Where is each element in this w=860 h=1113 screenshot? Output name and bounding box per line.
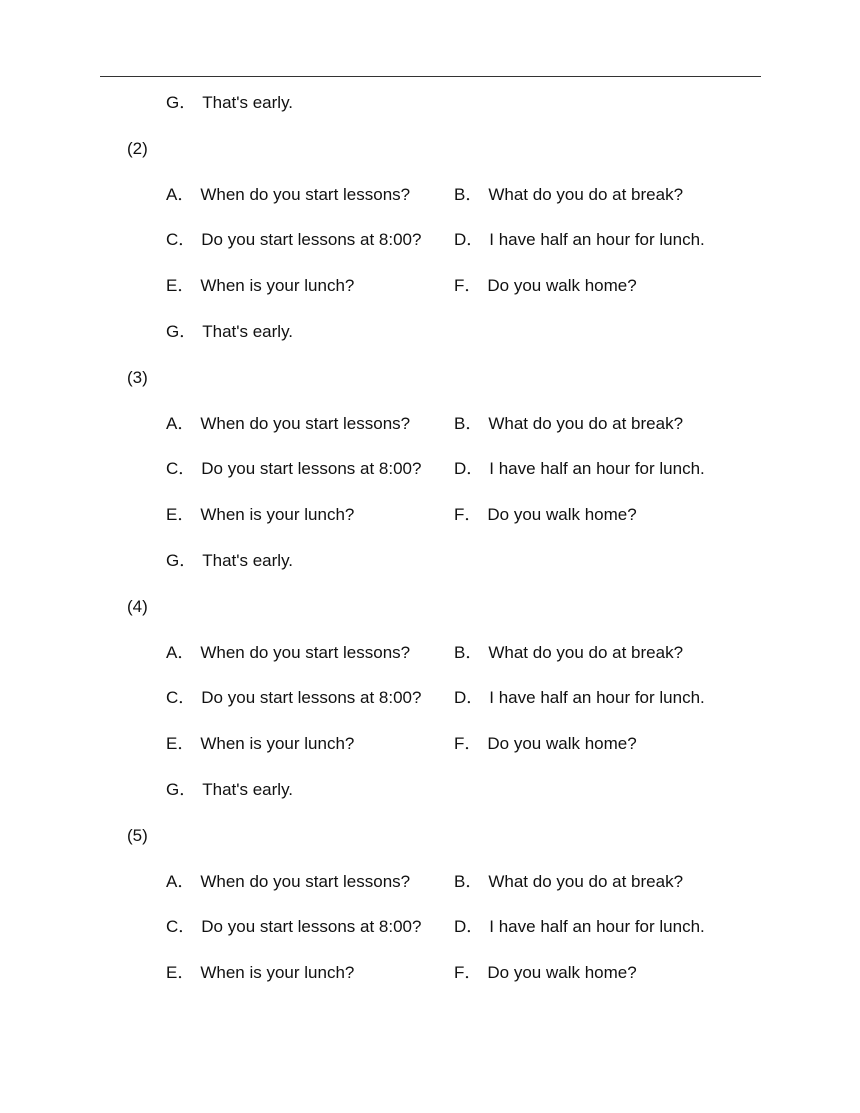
option-a[interactable] — [166, 869, 410, 895]
option-f[interactable] — [454, 960, 637, 986]
option-row — [0, 640, 860, 686]
option-row — [0, 914, 860, 960]
option-c[interactable] — [166, 227, 421, 253]
option-g[interactable] — [166, 319, 293, 345]
option-e[interactable] — [166, 731, 354, 757]
option-letter: F． — [454, 963, 482, 983]
option-letter: B． — [454, 871, 483, 891]
option-text: When do you start lessons? — [200, 184, 411, 204]
option-text: Do you walk home? — [487, 963, 637, 983]
option-row — [0, 319, 860, 365]
option-c[interactable] — [166, 914, 421, 940]
option-b[interactable] — [454, 182, 683, 208]
option-letter: G． — [166, 550, 197, 570]
option-text: Do you walk home? — [487, 734, 637, 754]
option-text: When do you start lessons? — [200, 642, 411, 662]
option-a[interactable] — [166, 182, 410, 208]
option-letter: D． — [454, 917, 484, 937]
option-row — [0, 182, 860, 228]
option-row — [0, 960, 860, 1006]
option-g[interactable] — [166, 777, 293, 803]
option-row — [0, 273, 860, 319]
question-number-row — [0, 365, 860, 411]
question-number: (5) — [127, 825, 148, 845]
option-text: Do you start lessons at 8:00? — [201, 917, 422, 937]
header-rule — [100, 76, 761, 77]
option-f[interactable] — [454, 502, 637, 528]
option-letter: F． — [454, 276, 482, 296]
option-letter: C． — [166, 230, 196, 250]
question-number: (3) — [127, 367, 148, 387]
question-number-row — [0, 136, 860, 182]
option-row — [0, 227, 860, 273]
option-text: That's early. — [202, 93, 294, 112]
option-letter: B． — [454, 184, 483, 204]
option-text: What do you do at break? — [488, 413, 684, 433]
option-text: Do you walk home? — [487, 276, 637, 296]
option-letter: E． — [166, 276, 195, 296]
option-letter: B． — [454, 642, 483, 662]
option-row — [0, 502, 860, 548]
option-letter: C． — [166, 688, 196, 708]
option-text: What do you do at break? — [488, 642, 684, 662]
option-row — [0, 869, 860, 915]
option-row — [0, 90, 860, 136]
option-f[interactable] — [454, 273, 637, 299]
option-f[interactable] — [454, 731, 637, 757]
option-letter: A． — [166, 642, 195, 662]
option-text: I have half an hour for lunch. — [489, 230, 705, 250]
option-text: Do you start lessons at 8:00? — [201, 688, 422, 708]
question-page — [0, 90, 860, 1006]
option-a[interactable] — [166, 640, 410, 666]
option-row — [0, 777, 860, 823]
option-text: That's early. — [202, 779, 294, 799]
option-row — [0, 548, 860, 594]
option-row — [0, 411, 860, 457]
option-letter: G． — [166, 321, 197, 341]
option-letter: G． — [166, 779, 197, 799]
option-letter: E． — [166, 734, 195, 754]
option-e[interactable] — [166, 502, 354, 528]
option-d[interactable] — [454, 914, 705, 940]
option-text: When is your lunch? — [200, 505, 355, 525]
option-text: What do you do at break? — [488, 871, 684, 891]
option-letter: E． — [166, 505, 195, 525]
option-text: When do you start lessons? — [200, 413, 411, 433]
option-text: When do you start lessons? — [200, 871, 411, 891]
question-number-row — [0, 823, 860, 869]
option-text: When is your lunch? — [200, 963, 355, 983]
option-d[interactable] — [454, 685, 705, 711]
option-g[interactable] — [166, 90, 293, 116]
option-e[interactable] — [166, 960, 354, 986]
option-letter: A． — [166, 871, 195, 891]
option-d[interactable] — [454, 227, 705, 253]
option-letter: D． — [454, 459, 484, 479]
option-letter: F． — [454, 505, 482, 525]
option-text: I have half an hour for lunch. — [489, 688, 705, 708]
option-letter: A． — [166, 413, 195, 433]
option-b[interactable] — [454, 640, 683, 666]
option-d[interactable] — [454, 456, 705, 482]
option-letter: E． — [166, 963, 195, 983]
option-text: That's early. — [202, 321, 294, 341]
option-letter: D． — [454, 688, 484, 708]
question-number-row — [0, 594, 860, 640]
option-c[interactable] — [166, 685, 421, 711]
option-letter: B． — [454, 413, 483, 433]
option-g[interactable] — [166, 548, 293, 574]
option-letter: C． — [166, 459, 196, 479]
option-text: I have half an hour for lunch. — [489, 459, 705, 479]
option-letter: D． — [454, 230, 484, 250]
option-row — [0, 456, 860, 502]
option-b[interactable] — [454, 869, 683, 895]
question-number: (2) — [127, 138, 148, 158]
option-row — [0, 685, 860, 731]
question-number: (4) — [127, 596, 148, 616]
option-letter: G． — [166, 93, 197, 112]
option-text: When is your lunch? — [200, 734, 355, 754]
option-letter: F． — [454, 734, 482, 754]
option-letter: A． — [166, 184, 195, 204]
option-e[interactable] — [166, 273, 354, 299]
option-text: Do you start lessons at 8:00? — [201, 230, 422, 250]
option-c[interactable] — [166, 456, 421, 482]
option-text: What do you do at break? — [488, 184, 684, 204]
option-text: That's early. — [202, 550, 294, 570]
option-a[interactable] — [166, 411, 410, 437]
option-letter: C． — [166, 917, 196, 937]
option-text: I have half an hour for lunch. — [489, 917, 705, 937]
option-text: Do you walk home? — [487, 505, 637, 525]
option-b[interactable] — [454, 411, 683, 437]
option-text: When is your lunch? — [200, 276, 355, 296]
option-row — [0, 731, 860, 777]
option-text: Do you start lessons at 8:00? — [201, 459, 422, 479]
